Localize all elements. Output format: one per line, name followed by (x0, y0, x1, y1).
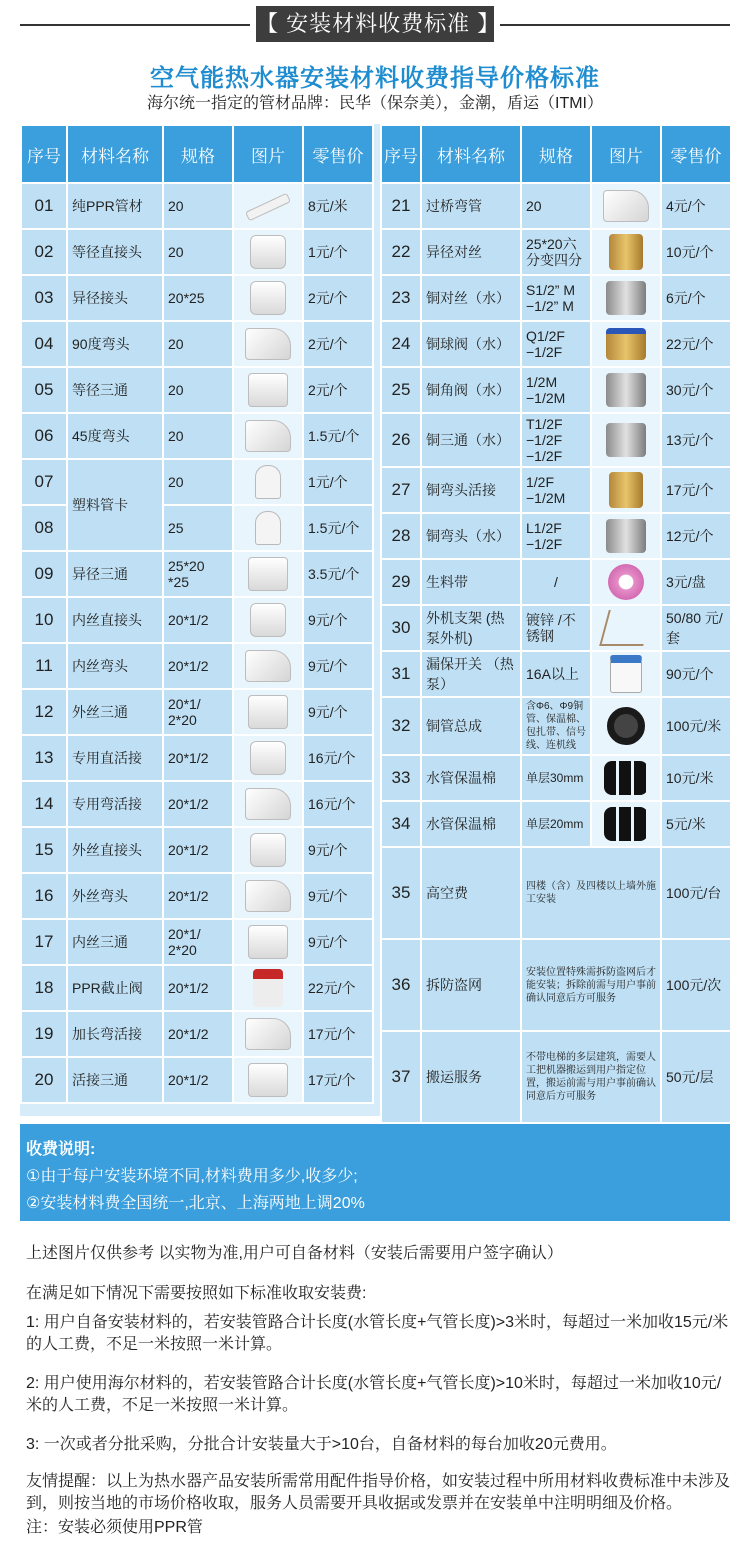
item-price: 50/80 元/套 (661, 605, 731, 651)
item-price: 2元/个 (303, 367, 373, 413)
item-price: 1.5元/个 (303, 413, 373, 459)
table-row (21, 275, 373, 321)
item-name: 水管保温棉 (421, 801, 521, 847)
item-spec: 1/2M −1/2M (521, 367, 591, 413)
disclaimer-text: 上述图片仅供参考 以实物为准,用户可自备材料（安装后需要用户签字确认） (26, 1245, 563, 1262)
item-no: 22 (381, 229, 421, 275)
item-spec: 含Φ6、Φ9铜管、保温棉、包扎带、信号线、连机线 (521, 697, 591, 755)
price-table-left (20, 124, 374, 1104)
item-price: 5元/米 (661, 801, 731, 847)
item-name: 内丝直接头 (67, 597, 163, 643)
item-spec: 单层30mm (521, 755, 591, 801)
item-spec: 20 (521, 183, 591, 229)
item-price: 17元/个 (303, 1011, 373, 1057)
item-price: 16元/个 (303, 735, 373, 781)
table-row (381, 1031, 731, 1123)
item-spec: 20 (163, 367, 233, 413)
intro-text: 在满足如下情况下需要按照如下标准收取安装费: (26, 1285, 367, 1302)
item-spec: 四楼（含）及四楼以上墙外施工安装 (521, 847, 661, 939)
item-name: PPR截止阀 (67, 965, 163, 1011)
male-elbow-icon (245, 880, 291, 912)
copper-elbow-icon (606, 519, 646, 553)
item-name: 漏保开关 （热泵） (421, 651, 521, 697)
item-spec: 20 (163, 321, 233, 367)
pipe-clip-icon (255, 465, 281, 499)
item-name: 铜弯头（水） (421, 513, 521, 559)
fee-note-item: ②安装材料费全国统一,北京、上海两地上调20% (26, 1195, 365, 1212)
item-no: 23 (381, 275, 421, 321)
item-no: 36 (381, 939, 421, 1031)
fee-notes-heading: 收费说明: (26, 1141, 96, 1158)
item-no: 30 (381, 605, 421, 651)
item-spec: 25*20六 分变四分 (521, 229, 591, 275)
item-spec: 20*1/ 2*20 (163, 689, 233, 735)
ppr-note-text: 注：安装必须使用PPR管 (26, 1519, 203, 1536)
leakage-switch-icon (610, 655, 642, 693)
item-spec: 20 (163, 229, 233, 275)
item-no: 16 (21, 873, 67, 919)
item-spec: 20 (163, 183, 233, 229)
table-row (381, 229, 731, 275)
table-row (21, 735, 373, 781)
item-name: 等径直接头 (67, 229, 163, 275)
item-price: 1元/个 (303, 229, 373, 275)
header-image: 图片 (591, 125, 661, 183)
rule-3-text: 3: 一次或者分批采购，分批合计安装量大于>10台，自备材料的每台加收20元费用。 (26, 1436, 617, 1453)
item-spec: / (521, 559, 591, 605)
table-row (21, 873, 373, 919)
item-price: 10元/个 (661, 229, 731, 275)
item-name: 等径三通 (67, 367, 163, 413)
item-spec: 20 (163, 459, 233, 505)
item-price: 10元/米 (661, 755, 731, 801)
item-price: 22元/个 (303, 965, 373, 1011)
table-row (381, 275, 731, 321)
table-row (381, 367, 731, 413)
table-row (381, 847, 731, 939)
header-no: 序号 (381, 125, 421, 183)
item-spec: L1/2F −1/2F (521, 513, 591, 559)
item-spec: 单层20mm (521, 801, 591, 847)
item-name: 内丝弯头 (67, 643, 163, 689)
item-no: 18 (21, 965, 67, 1011)
item-no: 03 (21, 275, 67, 321)
item-spec: 20*1/2 (163, 643, 233, 689)
price-table-right (380, 124, 732, 1124)
item-price: 13元/个 (661, 413, 731, 467)
header-price: 零售价 (661, 125, 731, 183)
item-price: 9元/个 (303, 873, 373, 919)
female-elbow-icon (245, 650, 291, 682)
union-tee-icon (248, 1063, 288, 1097)
long-elbow-union-icon (245, 1018, 291, 1050)
female-tee-icon (248, 925, 288, 959)
item-no: 04 (21, 321, 67, 367)
straight-coupling-icon (250, 235, 286, 269)
insulation-foam-icon (604, 761, 648, 795)
item-no: 02 (21, 229, 67, 275)
table-row (381, 651, 731, 697)
item-no: 34 (381, 801, 421, 847)
fee-notes (20, 1124, 730, 1221)
item-spec: 20*1/2 (163, 965, 233, 1011)
item-price: 9元/个 (303, 597, 373, 643)
item-price: 90元/个 (661, 651, 731, 697)
item-name: 过桥弯管 (421, 183, 521, 229)
ptfe-tape-icon (608, 564, 644, 600)
item-no: 20 (21, 1057, 67, 1103)
elbow-45-icon (245, 420, 291, 452)
item-price: 100元/台 (661, 847, 731, 939)
elbow-union-icon (245, 788, 291, 820)
item-no: 05 (21, 367, 67, 413)
item-name: 铜三通（水） (421, 413, 521, 467)
table-row (21, 919, 373, 965)
union-icon (250, 741, 286, 775)
table-row (381, 413, 731, 467)
item-name: 生料带 (421, 559, 521, 605)
item-name: 塑料管卡 (67, 459, 163, 551)
banner-rule-left (20, 24, 250, 26)
item-spec: 20*1/2 (163, 781, 233, 827)
item-spec: 20*1/2 (163, 735, 233, 781)
item-name: 水管保温棉 (421, 755, 521, 801)
table-row (21, 781, 373, 827)
page-subtitle: 海尔统一指定的管材品牌：民华（保奈美），金潮，盾运（ITMI） (147, 95, 603, 112)
female-coupling-icon (250, 603, 286, 637)
copper-nipple-icon (606, 281, 646, 315)
item-no: 12 (21, 689, 67, 735)
reducing-tee-icon (248, 557, 288, 591)
item-no: 25 (381, 367, 421, 413)
item-price: 1.5元/个 (303, 505, 373, 551)
item-no: 32 (381, 697, 421, 755)
table-row (381, 697, 731, 755)
item-price: 12元/个 (661, 513, 731, 559)
item-price: 50元/层 (661, 1031, 731, 1123)
header-spec: 规格 (163, 125, 233, 183)
header-name: 材料名称 (67, 125, 163, 183)
table-row (21, 1011, 373, 1057)
item-name: 异径接头 (67, 275, 163, 321)
table-row (21, 229, 373, 275)
item-name: 加长弯活接 (67, 1011, 163, 1057)
item-price: 6元/个 (661, 275, 731, 321)
male-coupling-icon (250, 833, 286, 867)
table-row (21, 321, 373, 367)
item-price: 30元/个 (661, 367, 731, 413)
header-image: 图片 (233, 125, 303, 183)
item-spec: 20*1/2 (163, 827, 233, 873)
item-price: 100元/次 (661, 939, 731, 1031)
item-spec: 20*1/2 (163, 873, 233, 919)
item-price: 3元/盘 (661, 559, 731, 605)
table-row (21, 597, 373, 643)
item-name: 搬运服务 (421, 1031, 521, 1123)
item-spec: Q1/2F −1/2F (521, 321, 591, 367)
item-no: 33 (381, 755, 421, 801)
item-no: 28 (381, 513, 421, 559)
item-no: 15 (21, 827, 67, 873)
item-price: 2元/个 (303, 321, 373, 367)
table-row (21, 459, 373, 505)
item-spec: 20*25 (163, 275, 233, 321)
item-no: 10 (21, 597, 67, 643)
item-name: 45度弯头 (67, 413, 163, 459)
reducer-icon (250, 281, 286, 315)
stop-valve-icon (253, 969, 283, 1007)
table-row (381, 559, 731, 605)
item-price: 1元/个 (303, 459, 373, 505)
item-price: 22元/个 (661, 321, 731, 367)
item-spec: 镀锌 /不锈钢 (521, 605, 591, 651)
item-spec: 1/2F −1/2M (521, 467, 591, 513)
item-name: 高空费 (421, 847, 521, 939)
item-no: 14 (21, 781, 67, 827)
item-price: 3.5元/个 (303, 551, 373, 597)
table-row (21, 1057, 373, 1103)
item-name: 90度弯头 (67, 321, 163, 367)
reminder-text: 友情提醒：以上为热水器产品安装所需常用配件指导价格，如安装过程中所用材料收费标准中未涉及到，则按当地的市场价格收取，服务人员需要开具收据或发票并在安装单中注明明细及价格。 (26, 1473, 731, 1512)
item-name: 外丝弯头 (67, 873, 163, 919)
item-spec: T1/2F −1/2F −1/2F (521, 413, 591, 467)
rule-1-text: 1: 用户自备安装材料的，若安装管路合计长度(水管长度+气管长度)>3米时，每超过一米加收15元/米的人工费，不足一米按照一米计算。 (26, 1314, 729, 1353)
insulation-foam-icon (604, 807, 648, 841)
table-row (21, 551, 373, 597)
ppr-pipe-icon (245, 193, 291, 222)
item-price: 4元/个 (661, 183, 731, 229)
item-price: 9元/个 (303, 827, 373, 873)
item-name: 外丝三通 (67, 689, 163, 735)
page-title: 空气能热水器安装材料收费指导价格标准 (150, 65, 600, 92)
copper-tee-icon (606, 423, 646, 457)
item-price: 9元/个 (303, 689, 373, 735)
item-price: 9元/个 (303, 919, 373, 965)
table-row (381, 801, 731, 847)
banner-title: 【 安装材料收费标准 】 (256, 6, 494, 42)
item-name: 活接三通 (67, 1057, 163, 1103)
item-name: 外丝直接头 (67, 827, 163, 873)
item-name: 铜管总成 (421, 697, 521, 755)
table-row (21, 965, 373, 1011)
table-row (21, 643, 373, 689)
item-no: 07 (21, 459, 67, 505)
item-name: 异径三通 (67, 551, 163, 597)
item-no: 27 (381, 467, 421, 513)
item-spec: 16A以上 (521, 651, 591, 697)
table-row (381, 513, 731, 559)
item-name: 铜对丝（水） (421, 275, 521, 321)
bridge-bend-icon (603, 190, 649, 222)
item-no: 37 (381, 1031, 421, 1123)
header-spec: 规格 (521, 125, 591, 183)
item-no: 31 (381, 651, 421, 697)
table-row (21, 183, 373, 229)
section-banner (0, 0, 750, 48)
copper-elbow-union-icon (609, 472, 643, 508)
item-no: 19 (21, 1011, 67, 1057)
item-name: 外机支架 (热泵外机) (421, 605, 521, 651)
item-price: 16元/个 (303, 781, 373, 827)
elbow-90-icon (245, 328, 291, 360)
table-row (381, 321, 731, 367)
item-spec: 25*20 *25 (163, 551, 233, 597)
item-no: 01 (21, 183, 67, 229)
brass-nipple-icon (609, 234, 643, 270)
angle-valve-icon (606, 373, 646, 407)
bracket-icon (599, 610, 653, 646)
item-no: 26 (381, 413, 421, 467)
fee-note-item: ①由于每户安装环境不同,材料费用多少,收多少; (26, 1168, 358, 1185)
table-row (381, 183, 731, 229)
tee-icon (248, 373, 288, 407)
item-no: 09 (21, 551, 67, 597)
banner-rule-right (500, 24, 730, 26)
item-spec: 25 (163, 505, 233, 551)
table-row (381, 755, 731, 801)
item-name: 铜角阀（水） (421, 367, 521, 413)
item-price: 17元/个 (303, 1057, 373, 1103)
male-tee-icon (248, 695, 288, 729)
item-no: 17 (21, 919, 67, 965)
copper-pipe-coil-icon (607, 707, 645, 745)
item-spec: 不带电梯的多层建筑，需要人工把机器搬运到用户指定位置，搬运前需与用户事前确认同意后方可服务 (521, 1031, 661, 1123)
pipe-clip-icon (255, 511, 281, 545)
item-price: 9元/个 (303, 643, 373, 689)
item-no: 29 (381, 559, 421, 605)
table-row (381, 467, 731, 513)
item-spec: 20*1/2 (163, 1011, 233, 1057)
item-name: 拆防盗网 (421, 939, 521, 1031)
item-spec: S1/2” M −1/2” M (521, 275, 591, 321)
item-spec: 20 (163, 413, 233, 459)
table-row (21, 413, 373, 459)
table-row (21, 367, 373, 413)
item-price: 100元/米 (661, 697, 731, 755)
item-no: 35 (381, 847, 421, 939)
item-no: 24 (381, 321, 421, 367)
ball-valve-icon (606, 328, 646, 360)
item-price: 2元/个 (303, 275, 373, 321)
rule-2-text: 2: 用户使用海尔材料的，若安装管路合计长度(水管长度+气管长度)>10米时，每超过一米加收10元/米的人工费，不足一米按照一米计算。 (26, 1375, 722, 1414)
header-price: 零售价 (303, 125, 373, 183)
item-spec: 20*1/2 (163, 1057, 233, 1103)
header-name: 材料名称 (421, 125, 521, 183)
item-no: 13 (21, 735, 67, 781)
table-row (381, 939, 731, 1031)
item-name: 内丝三通 (67, 919, 163, 965)
item-spec: 安装位置特殊需拆防盗网后才能安装；拆除前需与用户事前确认同意后方可服务 (521, 939, 661, 1031)
table-row (21, 827, 373, 873)
table-row (381, 605, 731, 651)
item-name: 铜弯头活接 (421, 467, 521, 513)
item-name: 专用直活接 (67, 735, 163, 781)
item-name: 纯PPR管材 (67, 183, 163, 229)
item-no: 08 (21, 505, 67, 551)
item-spec: 20*1/ 2*20 (163, 919, 233, 965)
item-spec: 20*1/2 (163, 597, 233, 643)
price-table (20, 124, 730, 1116)
item-no: 11 (21, 643, 67, 689)
table-row (21, 689, 373, 735)
item-no: 21 (381, 183, 421, 229)
item-name: 铜球阀（水） (421, 321, 521, 367)
item-price: 8元/米 (303, 183, 373, 229)
item-no: 06 (21, 413, 67, 459)
item-name: 专用弯活接 (67, 781, 163, 827)
item-price: 17元/个 (661, 467, 731, 513)
item-name: 异径对丝 (421, 229, 521, 275)
header-no: 序号 (21, 125, 67, 183)
